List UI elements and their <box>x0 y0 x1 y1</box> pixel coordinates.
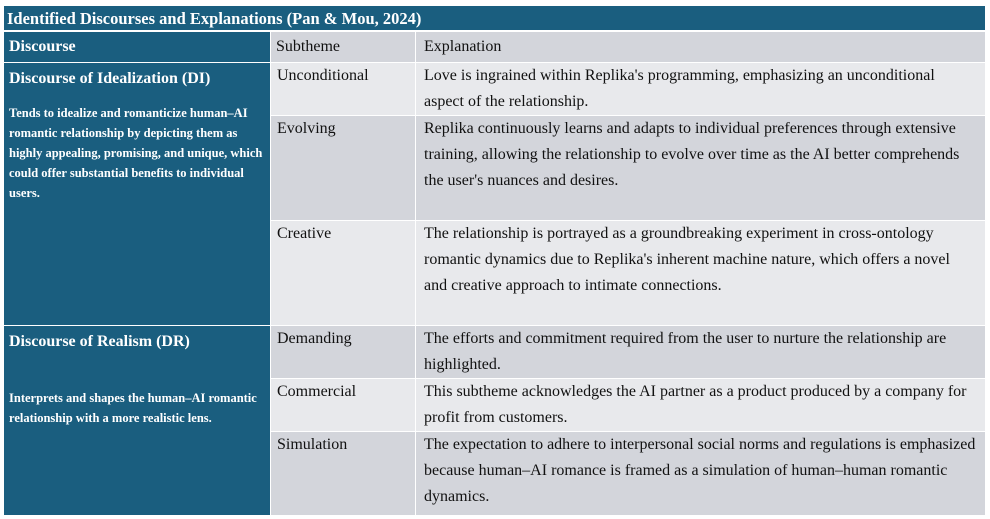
table-row-explanation: The relationship is portrayed as a groundbreaking experiment in cross-ontology romantic dynamics due to Replika's inherent machine nature, which offers a novel and creative approach to intimate connections. <box>416 221 985 325</box>
discourse-name: Discourse of Idealization (DI) <box>9 70 211 87</box>
table-row-explanation: Replika continuously learns and adapts to individual preferences through extensive training, allowing the relationship to evolve over time as the AI better comprehends the user's nuances and desires. <box>416 116 985 220</box>
table-row-explanation: This subtheme acknowledges the AI partner as a product produced by a company for profit from customers. <box>416 379 985 431</box>
discourse-description: Tends to idealize and romanticize human–AI romantic relationship by depicting them as highly appealing, promising, and unique, which could offer substantial benefits to individual users. <box>9 106 263 200</box>
discourse-table <box>4 6 985 515</box>
table-title: Identified Discourses and Explanations (Pan & Mou, 2024) <box>4 6 985 31</box>
table-row-subtheme: Commercial <box>271 379 415 431</box>
table-row-subtheme: Creative <box>271 221 415 325</box>
table-row-subtheme: Demanding <box>271 326 415 378</box>
header-subtheme: Subtheme <box>271 32 415 62</box>
discourse-cell-di <box>4 63 270 325</box>
discourse-name: Discourse of Realism (DR) <box>9 333 190 350</box>
table-row-explanation: The efforts and commitment required from the user to nurture the relationship are highlighted. <box>416 326 985 378</box>
discourse-description: Interprets and shapes the human–AI romantic relationship with a more realistic lens. <box>9 391 257 425</box>
table-row-explanation: Love is ingrained within Replika's programming, emphasizing an unconditional aspect of the relationship. <box>416 63 985 115</box>
header-discourse: Discourse <box>4 32 270 62</box>
table-row-subtheme: Evolving <box>271 116 415 220</box>
header-explanation: Explanation <box>416 32 985 62</box>
table-row-subtheme: Unconditional <box>271 63 415 115</box>
table-row-subtheme: Simulation <box>271 432 415 515</box>
table-row-explanation: The expectation to adhere to interpersonal social norms and regulations is emphasized because human–AI romance is framed as a simulation of human–human romantic dynamics. <box>416 432 985 515</box>
discourse-cell-dr <box>4 326 270 515</box>
